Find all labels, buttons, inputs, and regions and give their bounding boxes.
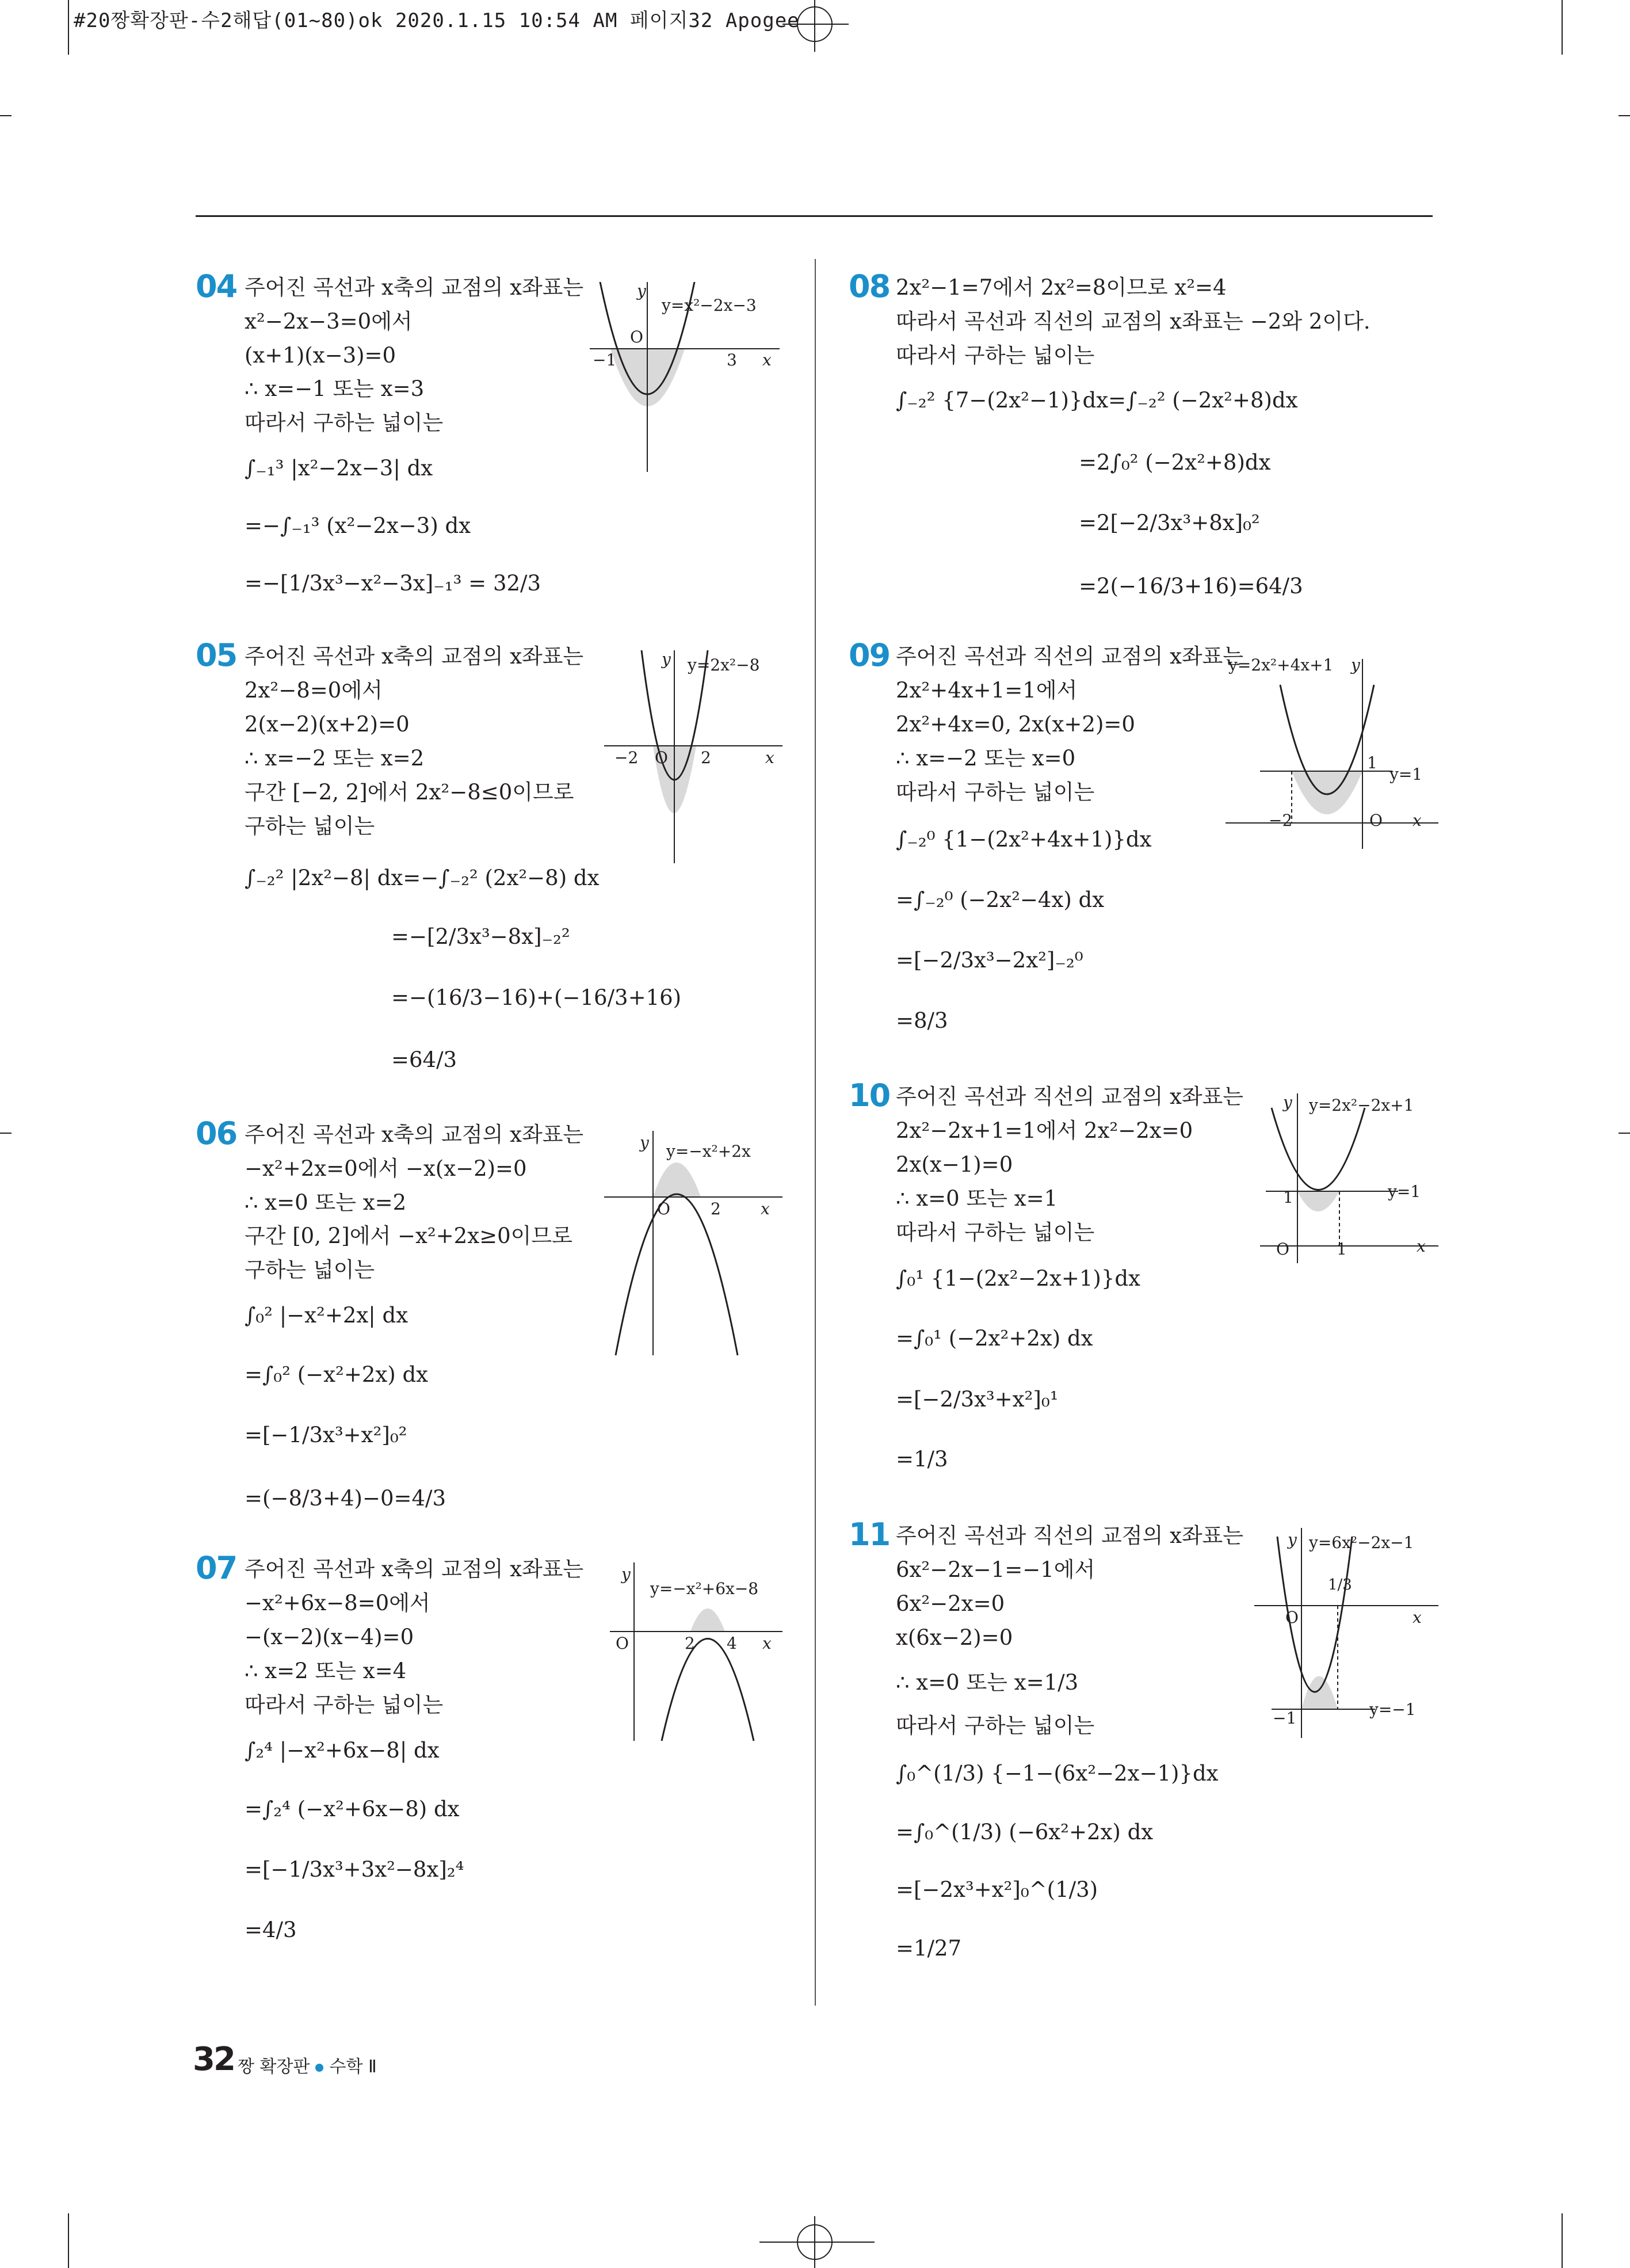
solution-line: 따라서 구하는 넓이는	[896, 343, 1095, 368]
solution-line: =−[1/3x³−x²−3x]₋₁³ = 32/3	[245, 571, 541, 596]
solution-line: −(x−2)(x−4)=0	[245, 1625, 414, 1649]
axis-label-y: y	[662, 650, 671, 669]
solution-line: x²−2x−3=0에서	[245, 309, 413, 334]
solution-line: 2x²−1=7에서 2x²=8이므로 x²=4	[896, 275, 1227, 300]
curve-label: y=−x²+6x−8	[650, 1579, 759, 1598]
solution-line: =∫₂⁴ (−x²+6x−8) dx	[245, 1797, 460, 1821]
axis-label-x: x	[765, 748, 774, 767]
tick-label: −2	[614, 748, 639, 767]
solution-line: ∴ x=−2 또는 x=0	[896, 746, 1076, 771]
origin-label: O	[655, 748, 668, 767]
solution-line: −x²+6x−8=0에서	[245, 1591, 430, 1615]
solution-line: 2x²−8=0에서	[245, 678, 383, 703]
solution-line: =8/3	[896, 1008, 948, 1033]
tick-label: −1	[1273, 1709, 1297, 1728]
top-rule	[196, 215, 1433, 217]
curve-label: y=−x²+2x	[666, 1142, 751, 1161]
problem-number: 05	[196, 637, 237, 673]
solution-line: =4/3	[245, 1918, 297, 1942]
crop-mark	[1562, 0, 1563, 55]
solution-line: ∫₀¹ {1−(2x²−2x+1)}dx	[896, 1266, 1140, 1291]
graph-07	[610, 1562, 782, 1747]
solution-line: =[−2x³+x²]₀^(1/3)	[896, 1877, 1098, 1902]
line-label: y=1	[1388, 1182, 1421, 1201]
solution-line: =−(16/3−16)+(−16/3+16)	[391, 985, 682, 1010]
solution-line: ∴ x=0 또는 x=1/3	[896, 1670, 1079, 1695]
line-label: y=−1	[1369, 1700, 1416, 1719]
solution-line: ∫₀² |−x²+2x| dx	[245, 1303, 409, 1328]
crop-mark	[0, 115, 12, 116]
curve-label: y=2x²−8	[688, 655, 760, 674]
axis-label-y: y	[621, 1565, 631, 1584]
curve-label: y=2x²−2x+1	[1309, 1096, 1414, 1115]
tick-label: 4	[727, 1634, 737, 1653]
solution-line: 2x(x−1)=0	[896, 1152, 1013, 1177]
solution-line: ∴ x=2 또는 x=4	[245, 1659, 407, 1683]
crop-mark	[1618, 1133, 1630, 1134]
solution-line: ∫₋₂⁰ {1−(2x²+4x+1)}dx	[896, 827, 1152, 852]
curve-label: y=2x²+4x+1	[1228, 655, 1334, 674]
page-footer	[238, 2052, 377, 2078]
solution-line: =∫₋₂⁰ (−2x²−4x) dx	[896, 887, 1105, 912]
axis-label-x: x	[761, 1199, 770, 1218]
graph-04	[590, 282, 780, 478]
problem-number: 10	[849, 1077, 890, 1114]
problem-number: 07	[196, 1550, 237, 1586]
origin-label: O	[630, 327, 643, 346]
solution-line: =2∫₀² (−2x²+8)dx	[1079, 450, 1271, 475]
solution-line: 주어진 곡선과 직선의 교점의 x좌표는	[896, 1084, 1244, 1109]
problem-number: 08	[849, 268, 890, 304]
solution-line: 따라서 구하는 넓이는	[896, 780, 1095, 805]
book-title: 짱 확장판	[238, 2057, 310, 2077]
crop-mark	[68, 0, 69, 55]
crop-mark	[0, 1133, 12, 1134]
solution-line: 2(x−2)(x+2)=0	[245, 712, 410, 737]
axis-label-x: x	[1413, 1608, 1422, 1627]
tick-label: 2	[701, 748, 711, 767]
solution-line: ∫₋₁³ |x²−2x−3| dx	[245, 456, 433, 481]
problem-number: 09	[849, 637, 890, 673]
tick-label: 1/3	[1328, 1576, 1352, 1594]
registration-mark-bottom	[759, 2213, 875, 2268]
problem-number: 06	[196, 1115, 237, 1152]
solution-line: 6x²−2x=0	[896, 1591, 1005, 1616]
axis-label-x: x	[1413, 811, 1422, 830]
solution-line: 주어진 곡선과 직선의 교점의 x좌표는	[896, 1523, 1244, 1548]
solution-line: 6x²−2x−1=−1에서	[896, 1557, 1095, 1582]
graph-06	[604, 1131, 782, 1361]
solution-line: 구간 [0, 2]에서 −x²+2x≥0이므로	[245, 1223, 572, 1248]
solution-line: 따라서 구하는 넓이는	[245, 1693, 444, 1717]
solution-line: =[−1/3x³+x²]₀²	[245, 1423, 407, 1447]
axis-label-x: x	[1417, 1237, 1426, 1256]
solution-line: 2x²+4x+1=1에서	[896, 678, 1078, 703]
column-separator	[815, 259, 816, 2006]
axis-label-y: y	[1351, 655, 1360, 674]
axis-label-y: y	[1288, 1530, 1297, 1549]
curve-label: y=6x²−2x−1	[1309, 1533, 1414, 1552]
page-number: 32	[193, 2041, 234, 2078]
origin-label: O	[657, 1199, 670, 1218]
solution-line: 구하는 넓이는	[245, 814, 375, 838]
solution-line: =[−1/3x³+3x²−8x]₂⁴	[245, 1857, 464, 1882]
solution-line: =[−2/3x³+x²]₀¹	[896, 1387, 1059, 1412]
origin-label: O	[1369, 811, 1383, 830]
axis-label-y: y	[1283, 1093, 1292, 1112]
tick-label: 3	[727, 350, 737, 369]
origin-label: O	[616, 1634, 629, 1653]
solution-line: =64/3	[391, 1047, 457, 1072]
solution-line: 구간 [−2, 2]에서 2x²−8≤0이므로	[245, 780, 574, 805]
solution-line: =2(−16/3+16)=64/3	[1079, 574, 1303, 599]
graph-11	[1254, 1525, 1438, 1744]
tick-label: 2	[711, 1199, 721, 1218]
solution-line: x(6x−2)=0	[896, 1625, 1013, 1650]
solution-line: ∴ x=−1 또는 x=3	[245, 376, 425, 401]
graph-10	[1260, 1091, 1438, 1269]
solution-line: ∫₂⁴ |−x²+6x−8| dx	[245, 1738, 440, 1763]
axis-label-x: x	[762, 350, 772, 369]
graph-09	[1226, 650, 1438, 852]
print-header: #20짱확장판-수2해답(01~80)ok 2020.1.15 10:54 AM 페이지32 Apogee	[74, 9, 800, 32]
tick-label: −1	[593, 350, 617, 369]
solution-line: ∫₋₂² {7−(2x²−1)}dx=∫₋₂² (−2x²+8)dx	[896, 388, 1298, 413]
solution-line: =∫₀^(1/3) (−6x²+2x) dx	[896, 1820, 1154, 1844]
solution-line: 주어진 곡선과 x축의 교점의 x좌표는	[245, 644, 584, 669]
axis-label-x: x	[762, 1634, 772, 1653]
solution-line: =[−2/3x³−2x²]₋₂⁰	[896, 948, 1083, 973]
solution-line: =2[−2/3x³+8x]₀²	[1079, 510, 1260, 535]
axis-label-y: y	[637, 282, 646, 300]
bullet-icon	[315, 2064, 323, 2072]
origin-label: O	[1285, 1608, 1299, 1627]
problem-number: 04	[196, 268, 237, 304]
solution-line: =−∫₋₁³ (x²−2x−3) dx	[245, 513, 471, 538]
solution-line: =∫₀¹ (−2x²+2x) dx	[896, 1326, 1093, 1351]
line-label: y=1	[1389, 765, 1423, 784]
solution-line: 따라서 구하는 넓이는	[896, 1713, 1095, 1738]
curve-label: y=x²−2x−3	[662, 296, 757, 315]
subject-title: 수학 Ⅱ	[329, 2057, 377, 2077]
solution-line: 주어진 곡선과 직선의 교점의 x좌표는	[896, 644, 1244, 669]
tick-label: 1	[1337, 1240, 1347, 1259]
solution-line: 따라서 곡선과 직선의 교점의 x좌표는 −2와 2이다.	[896, 309, 1371, 334]
solution-line: =(−8/3+4)−0=4/3	[245, 1486, 446, 1511]
origin-label: O	[1276, 1240, 1289, 1259]
solution-line: 2x²+4x=0, 2x(x+2)=0	[896, 712, 1135, 737]
solution-line: 2x²−2x+1=1에서 2x²−2x=0	[896, 1118, 1193, 1143]
axis-label-y: y	[640, 1133, 649, 1152]
solution-line: 주어진 곡선과 x축의 교점의 x좌표는	[245, 275, 584, 300]
crop-mark	[68, 2213, 69, 2268]
solution-line: 구하는 넓이는	[245, 1257, 375, 1282]
solution-line: −x²+2x=0에서 −x(x−2)=0	[245, 1156, 527, 1181]
solution-line: =∫₀² (−x²+2x) dx	[245, 1362, 428, 1387]
tick-label: 2	[685, 1634, 695, 1653]
crop-mark	[1562, 2213, 1563, 2268]
solution-line: 주어진 곡선과 x축의 교점의 x좌표는	[245, 1557, 584, 1581]
tick-label: 1	[1283, 1188, 1293, 1207]
solution-line: ∫₀^(1/3) {−1−(6x²−2x−1)}dx	[896, 1761, 1219, 1786]
solution-line: 따라서 구하는 넓이는	[896, 1220, 1095, 1245]
crop-mark	[1618, 115, 1630, 116]
solution-line: =1/27	[896, 1936, 962, 1961]
solution-line: =−[2/3x³−8x]₋₂²	[391, 924, 570, 949]
graph-05	[604, 650, 782, 869]
solution-line: =1/3	[896, 1447, 948, 1472]
solution-line: ∫₋₂² |2x²−8| dx=−∫₋₂² (2x²−8) dx	[245, 866, 600, 890]
solution-line: ∴ x=0 또는 x=1	[896, 1186, 1058, 1211]
solution-line: ∴ x=0 또는 x=2	[245, 1190, 407, 1215]
solution-line: (x+1)(x−3)=0	[245, 343, 396, 368]
solution-line: 따라서 구하는 넓이는	[245, 410, 444, 435]
solution-line: 주어진 곡선과 x축의 교점의 x좌표는	[245, 1122, 584, 1147]
solution-line: ∴ x=−2 또는 x=2	[245, 746, 425, 771]
problem-number: 11	[849, 1516, 890, 1553]
tick-label: 1	[1367, 753, 1377, 772]
tick-label: −2	[1269, 811, 1293, 830]
